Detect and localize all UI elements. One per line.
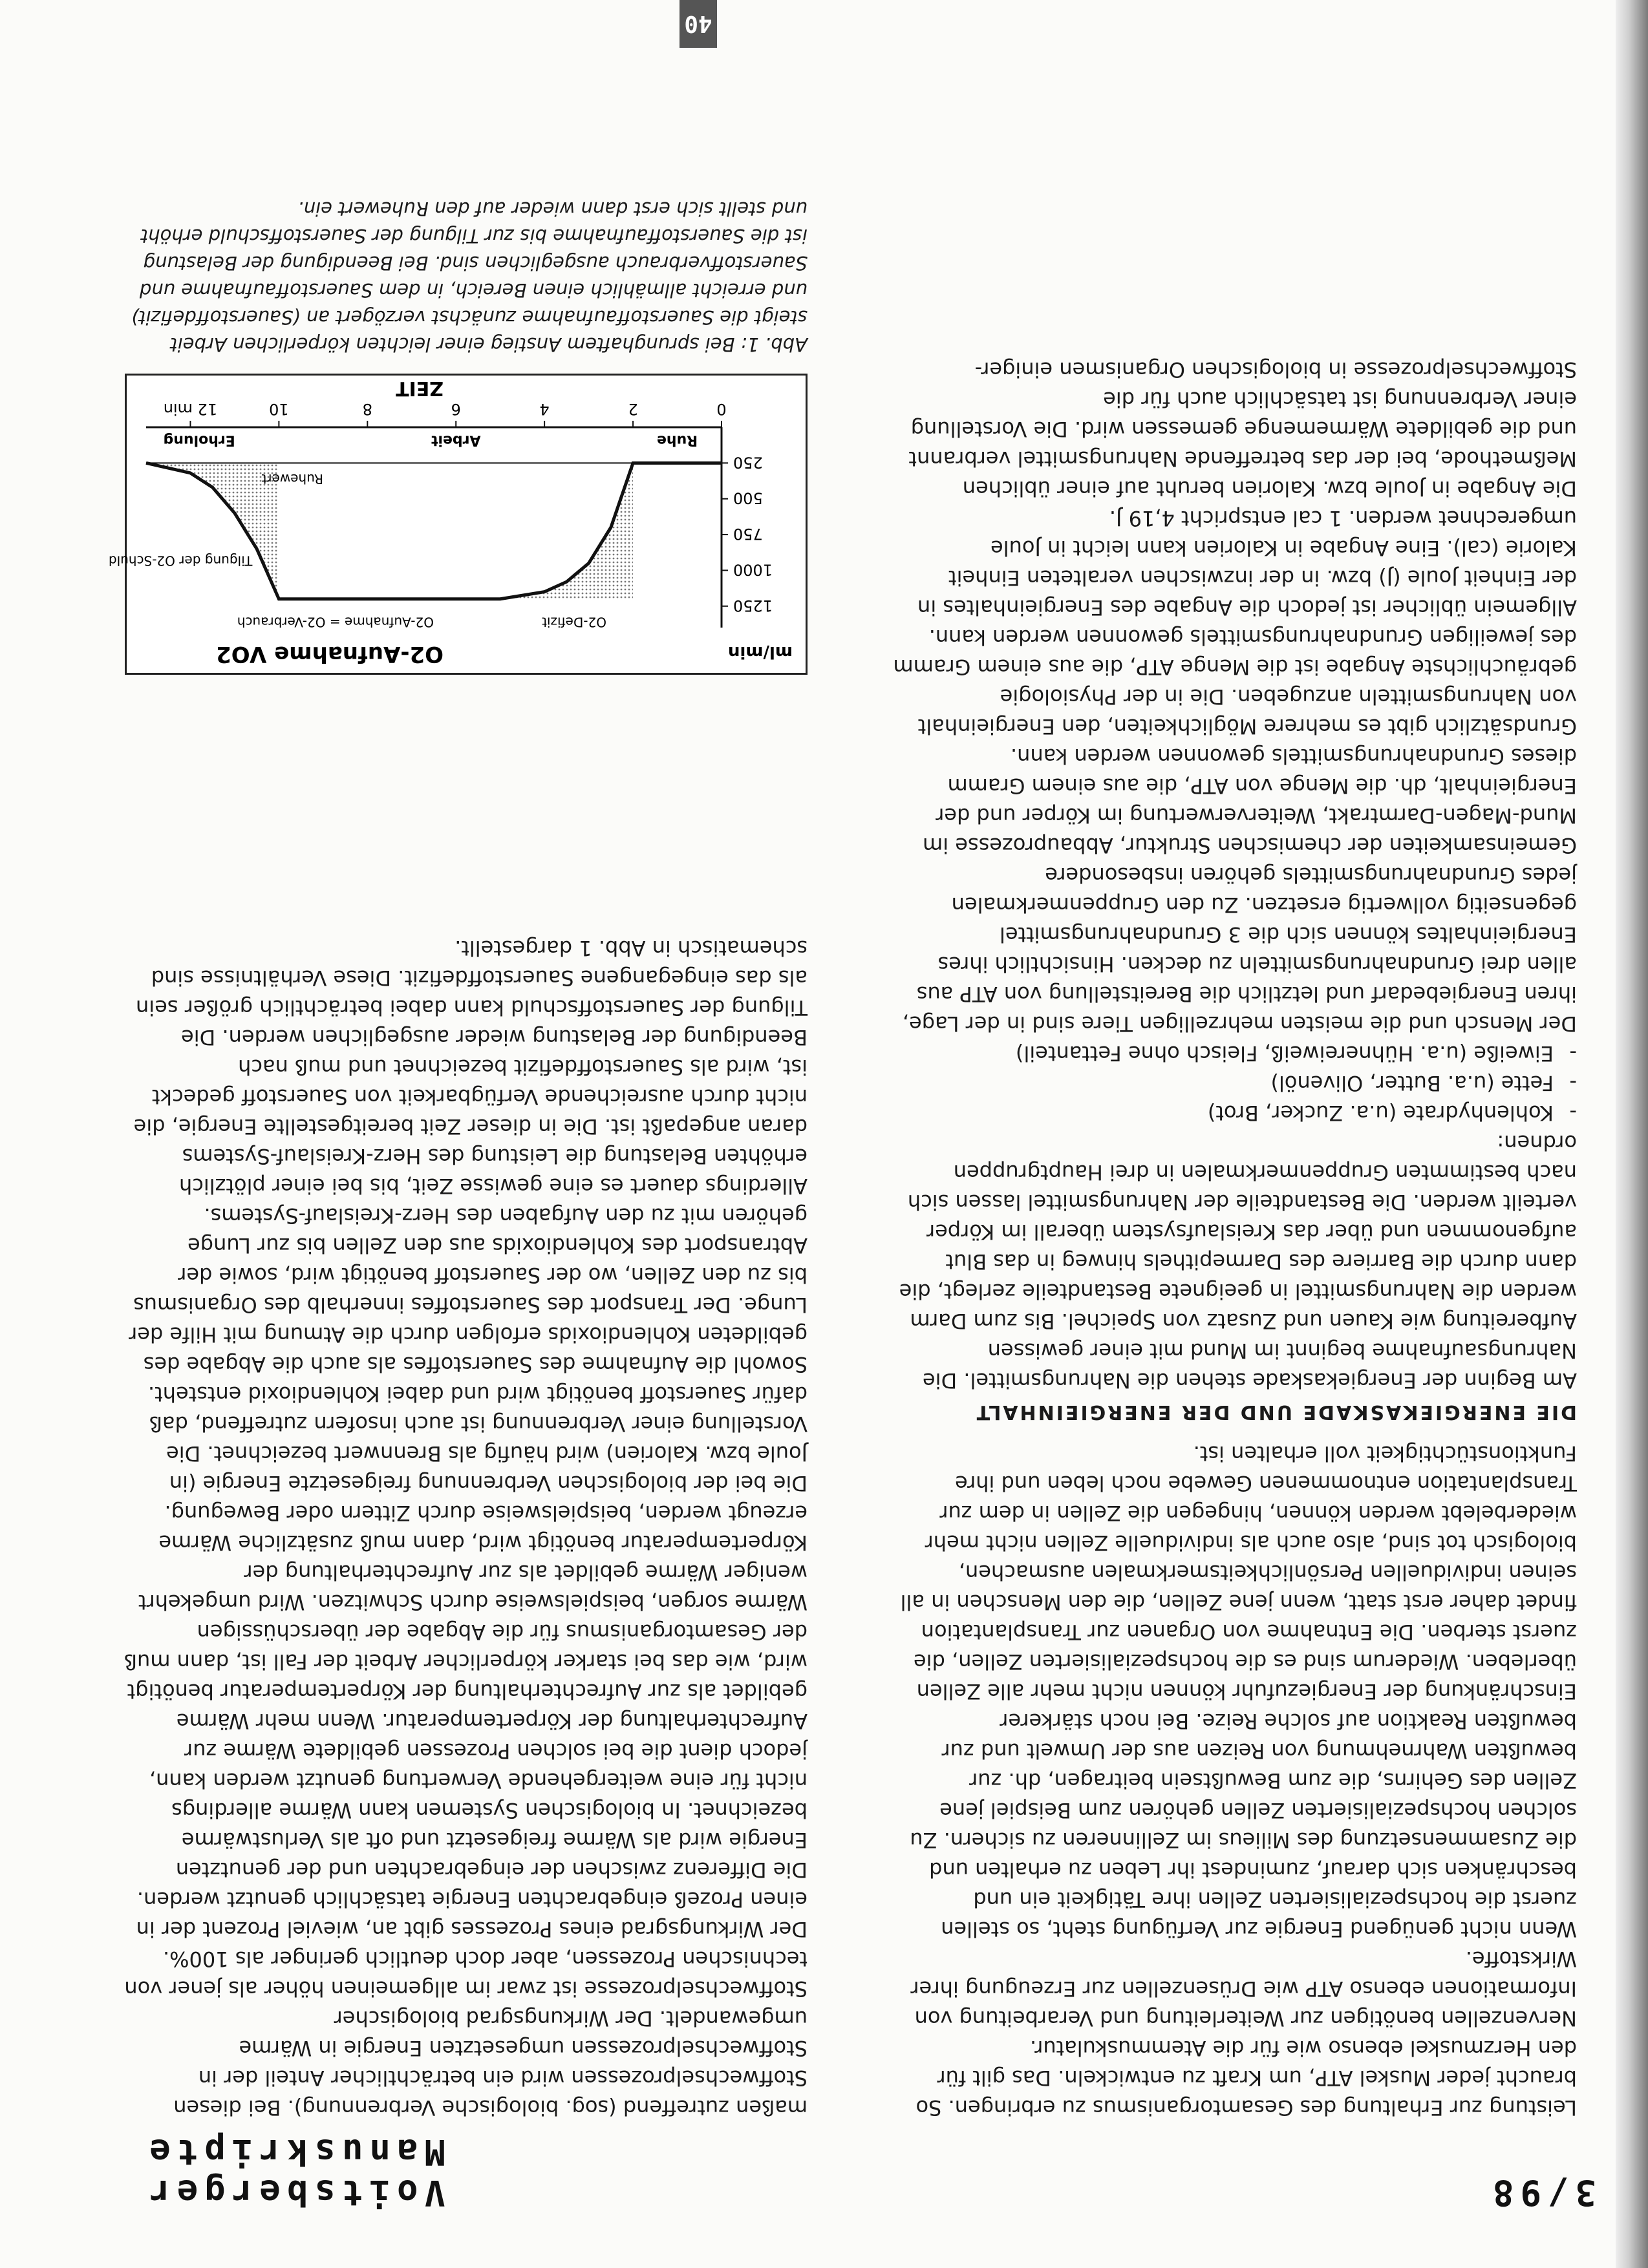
oxygen-deficit-area xyxy=(456,463,633,599)
y-unit-label: ml/min xyxy=(727,642,793,662)
x-axis-label: ZEIT xyxy=(396,377,444,399)
list-item: - Fette (u.a. Butter, Olivenöl) xyxy=(892,1068,1577,1098)
phase-label-rest: Ruhe xyxy=(656,432,698,449)
y-tick-label: 250 xyxy=(733,453,763,472)
uptake-annotation: O2-Aufnahme = O2-Verbrauch xyxy=(237,614,434,630)
x-tick-label: 2 xyxy=(628,400,638,418)
text-column-1 xyxy=(892,355,1577,2123)
y-tick-label: 750 xyxy=(733,525,763,544)
x-tick-label: 12 min xyxy=(163,400,218,418)
y-tick-label: 1000 xyxy=(733,560,773,579)
x-tick-label: 0 xyxy=(716,400,727,418)
debt-annotation: Tilgung der O2-Schuld xyxy=(108,553,253,569)
x-tick-label: 10 xyxy=(269,400,289,418)
list-item: - Kohlenhydrate (u.a. Zucker, Brot) xyxy=(892,1098,1577,1128)
phase-label-recovery: Erholung xyxy=(163,432,235,449)
chart-title: O2-Aufnahme VO2 xyxy=(216,641,444,667)
oxygen-uptake-figure xyxy=(108,374,808,675)
paragraph: Der Mensch und die meisten mehrzelligen Tiere sind in der Lage, ihren Energiebedarf und letztlich die Bereitstellung von ATP aus allen drei Grundnahrungsmitteln zu decken. Hinsichtlich ihres Energieinhaltes können sich die 3 Grundnahrungsmittel gegenseitig vollwertig ersetzen. Zu den Gruppenmerkmalen jedes Grundnahrungsmittels gehören insbesondere Gemeinsamkeiten der chemischen Struktur, Abbauprozesse im Mund-Magen-Darmtrakt, Weiterverwertung im Körper und der Energieinhalt, dh. die Menge von ATP, die aus einem Gramm dieses Grundnahrungsmittels gewonnen werden kann. xyxy=(902,744,1577,1036)
issue-number: 3/98 xyxy=(1486,2172,1596,2213)
x-tick-label: 8 xyxy=(362,400,372,418)
plot-area xyxy=(109,400,773,630)
publication-title: Voitsberger Manuskripte xyxy=(143,2132,445,2213)
resting-annotation: Ruhewert xyxy=(261,471,323,487)
x-tick-label: 6 xyxy=(451,400,461,418)
figure-caption: Abb. 1: Bei sprunghaftem Anstieg einer leichten körperlichen Arbeit steigt die Sauerstoffaufnahme zunächst verzögert an (Sauerstoffdefizit) und erreicht allmählich einen Bereich, in dem Sauerstoffaufnahme und Sauerstoffverbrauch ausgeglichen sind. Bei Beendigung der Belastung ist die Sauerstoffaufnahme bis zur Tilgung der Sauerstoffschuld erhöht und stellt sich erst dann wieder auf den Ruhewert ein. xyxy=(131,198,808,355)
x-tick-label: 4 xyxy=(539,400,550,418)
paragraph: Leistung zur Erhaltung des Gesamtorganismus zu erbringen. So braucht jeder Muskel ATP, um Kraft zu entwickeln. Das gilt für den Herzmuskel ebenso wie für die Atemmuskulatur. Nervenzellen benötigen zur Weiterleitung und Verarbeitung von Informationen ebenso ATP wie Drüsenzellen zur Erzeugung ihrer Wirkstoffe. xyxy=(910,1947,1577,2120)
paragraph: Wenn nicht genügend Energie zur Verfügung steht, so stellen zuerst die hochspezialisierten Zellen ihre Tätigkeit ein und beschränken sich darauf, zumindest ihr Leben zu erhalten und die Zusammensetzung des Milieus im Zellinneren zu sichern. Zu solchen hochspezialisierten Zellen gehören zum Beispiel jene Zellen des Gehirns, die zum Bewußtsein beitragen, dh. zur bewußten Wahrnehmung von Reizen aus der Umwelt und zur bewußten Reaktion auf solche Reize. Bei noch stärkerer Einschränkung der Energiezufuhr können nicht mehr alle Zellen überleben. Wiederum sind es die hochspezialisierten Zellen, die zuerst sterben. Die Entnahme von Organen zur Transplantation findet daher erst statt, wenn jene Zellen, die den Menschen in all seinen individuellen Persönlichkeitsmerkmalen ausmachen, biologisch tot sind, also auch als individuelle Zellen nicht mehr wiederbelebt werden können, hingegen die Zellen in dem zur Transplantation entnommenen Gewebe noch leben und ihre Funktionstüchtigkeit voll erhalten ist. xyxy=(900,1441,1577,1942)
paragraph: Die bei der biologischen Verbrennung freigesetzte Energie (in Joule bzw. Kalorien) wird häufig als Brennwert bezeichnet. Die Vorstellung einer Verbrennung ist auch insofern zutreffend, daß dafür Sauerstoff benötigt wird und dabei Kohlendioxid entsteht. Sowohl die Aufnahme des Sauerstoffes als auch die Abgabe des gebildeten Kohlendioxids erfolgen durch die Atmung mit Hilfe der Lunge. Der Transport des Sauerstoffes innerhalb des Organismus bis zu den Zellen, wo der Sauerstoff benötigt wird, sowie der Abtransport des Kohlendioxids aus den Zellen bis zur Lunge gehören mit zu den Aufgaben des Herz-Kreislauf-Systems. Allerdings dauert es eine gewisse Zeit, bis bei einer plötzlich erhöhten Belastung die Leistung des Herz-Kreislauf-Systems daran angepaßt ist. Die in dieser Zeit bereitgestellte Energie, die nicht durch ausreichende Verfügbarkeit von Sauerstoff gedeckt ist, wird als Sauerstoffdefizit bezeichnet und muß nach Beendigung der Belastung wieder ausgeglichen werden. Die Tilgung der Sauerstoffschuld kann dabei beträchtlich größer sein als das eingegangene Sauerstoffdefizit. Diese Verhältnisse sind schematisch in Abb. 1 dargestellt. xyxy=(129,936,808,1496)
book-edge-shadow xyxy=(1616,0,1648,2268)
deficit-annotation: O2-Defizit xyxy=(542,614,606,630)
list-item: - Eiweiße (u.a. Hühnereiweiß, Fleisch ohne Fettanteil) xyxy=(892,1039,1577,1068)
food-group-list xyxy=(892,1039,1577,1128)
paragraph: Die Angabe in Joule bzw. Kalorien beruht auf einer üblichen Meßmethode, bei der das betreffende Nahrungsmittel verbrannt und die gebildete Wärmemenge gemessen wird. Die Vorstellung einer Verbrennung ist tatsächlich auch für die Stoffwechselprozesse in biologischen Organismen einiger- xyxy=(908,357,1577,501)
oxygen-debt-area xyxy=(146,463,279,599)
page-number-tab: 40 xyxy=(680,0,717,48)
y-tick-label: 500 xyxy=(733,489,763,507)
oxygen-uptake-chart xyxy=(108,376,806,673)
section-heading: DIE ENERGIEKASKADE UND DER ENERGIEINHALT xyxy=(974,1401,1577,1423)
phase-label-work: Arbeit xyxy=(431,432,481,449)
paragraph: Grundsätzlich gibt es mehrere Möglichkeiten, den Energieinhalt von Nahrungsmitteln anzugeben. Die in der Physiologie gebräuchlichste Angabe ist die Menge ATP, die aus einem Gramm des jeweiligen Grundnahrungsmittels gewonnen werden kann. Allgemein üblicher ist jedoch die Angabe des Energieinhaltes in der Einheit Joule (J) bzw. in der inzwischen veralteten Einheit Kalorie (cal). Eine Angabe in Kalorien kann leicht in Joule umgerechnet werden. 1 cal entspricht 4,19 J. xyxy=(893,506,1577,739)
paragraph: maßen zutreffend (sog. biologische Verbrennung). Bei diesen Stoffwechselprozessen wird ein beträchtlicher Anteil der in Stoffwechselprozessen umgesetzten Energie in Wärme umgewandelt. Der Wirkungsgrad biologischer Stoffwechselprozesse ist zwar im allgemeinen höher als jener von technischen Prozessen, aber doch deutlich geringer als 100%. Der Wirkungsgrad eines Prozesses gibt an, wieviel Prozent der in einen Prozeß eingebrachten Energie tatsächlich genutzt werden. Die Differenz zwischen der eingebrachten und der genutzten Energie wird als Wärme freigesetzt und oft als Verlustwärme bezeichnet. In biologischen Systemen kann Wärme allerdings nicht für eine weitergehende Verwertung genutzt werden kann, jedoch dient die bei solchen Prozessen gebildete Wärme zur Aufrechterhaltung der Körpertemperatur. Wenn mehr Wärme gebildet als zur Aufrechterhaltung der Körpertemperatur benötigt wird, wie das bei starker körperlicher Arbeit der Fall ist, dann muß der Gesamtorganismus für die Abgabe der überschüssigen Wärme sorgen, beispielsweise durch Schwitzen. Wird umgekehrt weniger Wärme gebildet als zur Aufrechterhaltung der Körpertemperatur benötigt wird, dann muß zusätzliche Wärme erzeugt werden, beispielsweise durch Zittern oder Bewegung. xyxy=(123,1501,808,2120)
y-tick-label: 1250 xyxy=(733,596,773,615)
paragraph: Am Beginn der Energiekaskade stehen die Nahrungsmittel. Die Nahrungsaufnahme beginnt im Mund mit einer gewissen Aufbereitung wie Kauen und Zusatz von Speichel. Bis zum Darm werden die Nahrungsmittel in geeignete Bestandteile zerlegt, die dann durch die Barriere des Darmepithels hinweg in das Blut aufgenommen und über das Kreislaufsystem überall im Körper verteilt werden. Die Bestandteile der Nahrungsmittel lassen sich nach bestimmten Gruppenmerkmalen in drei Hauptgruppen ordnen: xyxy=(899,1130,1577,1393)
text-column-2 xyxy=(122,933,808,2123)
